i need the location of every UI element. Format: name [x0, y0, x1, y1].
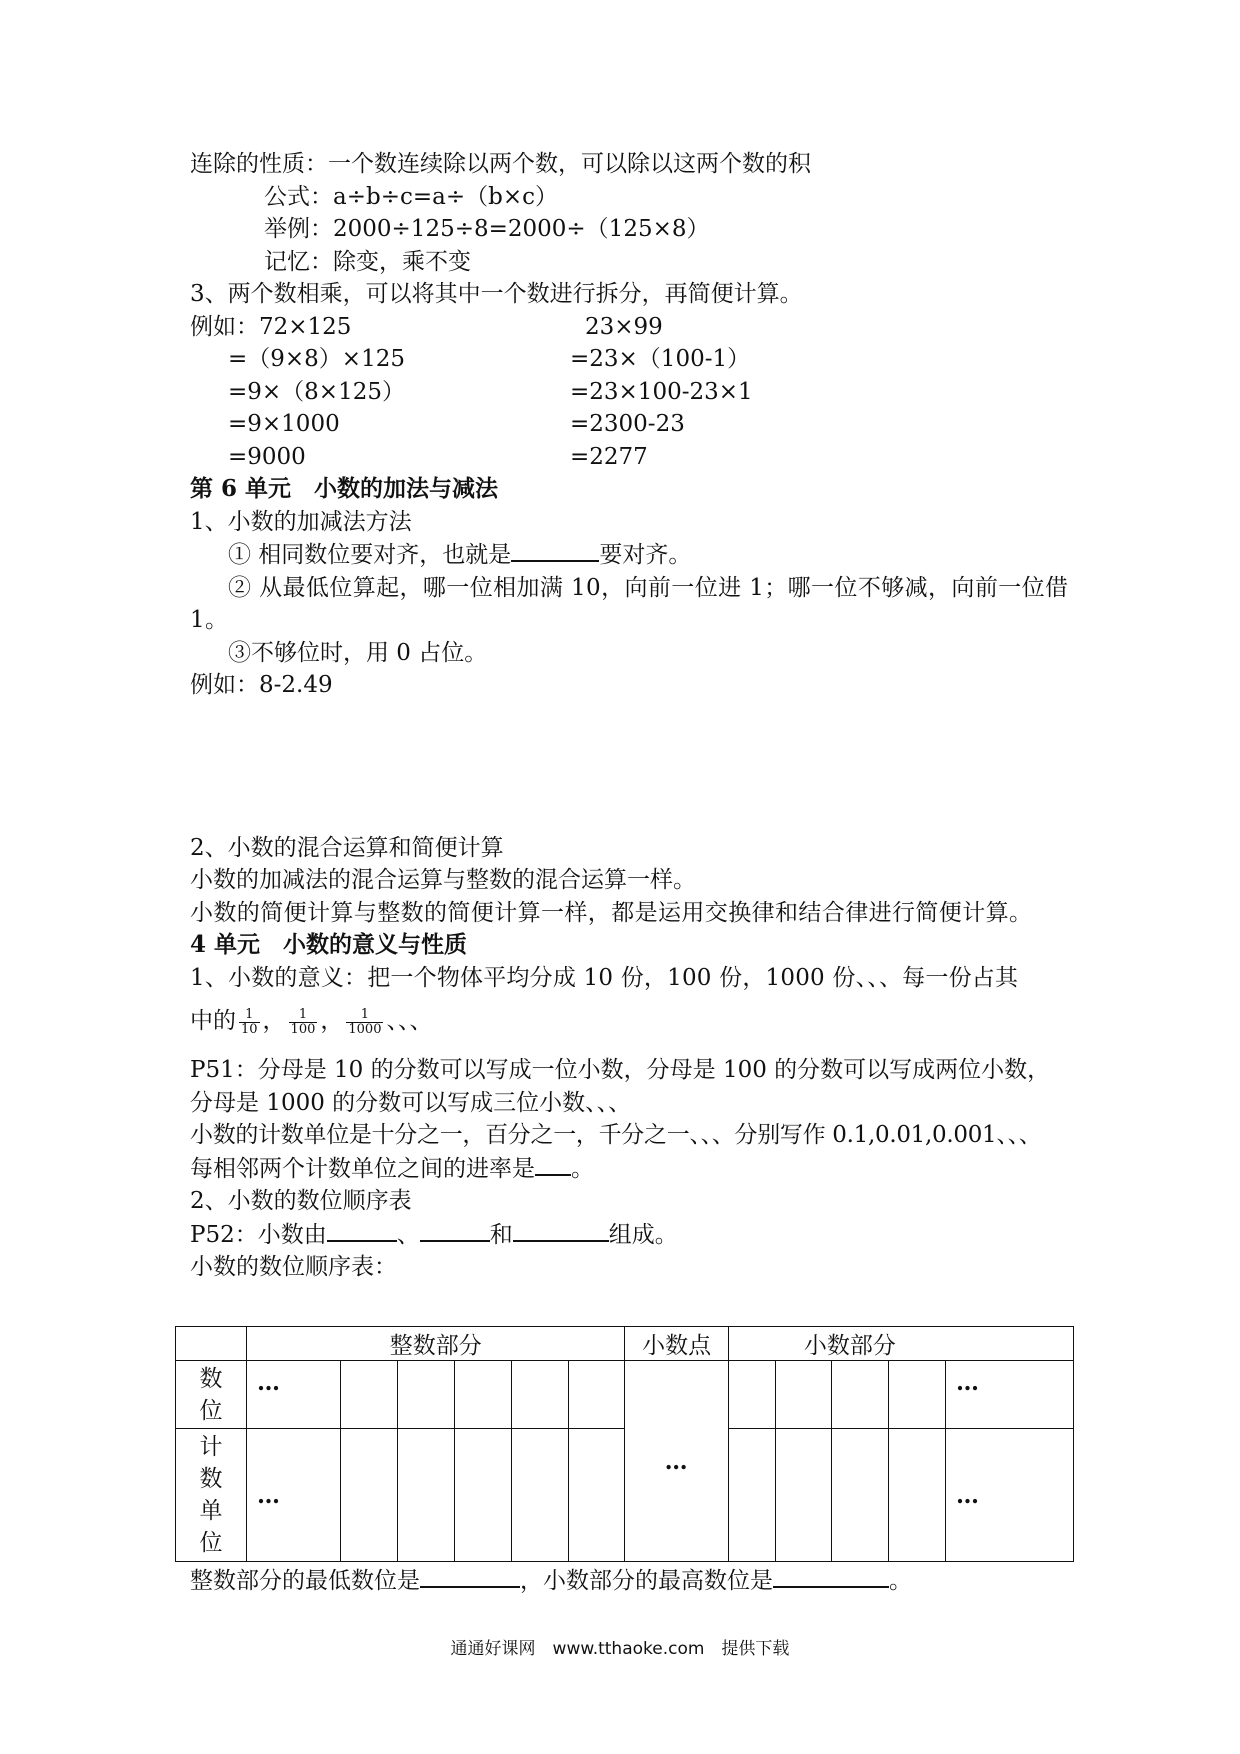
- table-cell[interactable]: [341, 1361, 398, 1429]
- table-cell-dots: …: [247, 1429, 341, 1562]
- example-line: 举例：2000÷125÷8=2000÷（125×8）: [264, 216, 710, 242]
- place-table-title: 小数的数位顺序表：: [190, 1254, 397, 1280]
- lowest-place-blank[interactable]: [420, 1564, 520, 1588]
- p52-line: P52：小数由 、 和 组成。: [190, 1218, 1070, 1252]
- unit-4-heading: 4 单元 小数的意义与性质: [190, 931, 468, 958]
- work-space: [190, 702, 1070, 832]
- rule-2-line: ② 从最低位算起，哪一位相加满 10，向前一位进 1；哪一位不够减，向前一位借 1。: [190, 574, 1069, 633]
- decimal-part-header: 小数部分: [728, 1327, 1073, 1361]
- memory-line: 记忆：除变，乘不变: [264, 248, 471, 275]
- example-left-3: =9×1000: [228, 411, 340, 437]
- example-left-4: =9000: [228, 443, 306, 470]
- table-cell-dots: …: [946, 1361, 1074, 1429]
- p52-blank-1[interactable]: [327, 1218, 397, 1242]
- document-body: [190, 148, 1070, 1284]
- table-cell[interactable]: [341, 1429, 398, 1562]
- unit-6-section-1: 1、小数的加减法方法: [190, 508, 412, 535]
- unit-4-section-2: 2、小数的数位顺序表: [190, 1188, 412, 1214]
- rate-line: 每相邻两个计数单位之间的进率是 。: [190, 1152, 1070, 1186]
- unit-6-heading: 第 6 单元 小数的加法与减法: [190, 475, 499, 502]
- table-cell-dots: …: [247, 1361, 341, 1429]
- formula-line: 公式：a÷b÷c=a÷（b×c）: [264, 183, 558, 210]
- p52-blank-3[interactable]: [513, 1218, 609, 1242]
- table-cell[interactable]: [455, 1429, 512, 1562]
- subtraction-example: 例如：8-2.49: [190, 672, 333, 698]
- fraction-line: 中的 $\frac{1}{10}$ ， $\frac{1}{100}$ ， $\frac{1}{1000}$ 、、、: [190, 1006, 433, 1037]
- table-cell[interactable]: [775, 1361, 832, 1429]
- table-cell[interactable]: [398, 1361, 455, 1429]
- example-right-4: =2277: [570, 443, 648, 470]
- rule-1-line: ① 相同数位要对齐，也就是 要对齐。: [190, 538, 1070, 572]
- final-question-line: 整数部分的最低数位是 ，小数部分的最高数位是 。: [190, 1562, 912, 1595]
- answer-blank[interactable]: [511, 538, 599, 562]
- table-cell[interactable]: [398, 1429, 455, 1562]
- table-cell[interactable]: [889, 1429, 946, 1562]
- decimal-point-dots: …: [625, 1361, 728, 1562]
- rule-3-line: ③不够位时，用 0 占位。: [228, 639, 488, 666]
- table-cell[interactable]: [511, 1361, 568, 1429]
- p52-blank-2[interactable]: [420, 1218, 490, 1242]
- fraction-thousandth: $\frac{1}{1000}$: [348, 1006, 382, 1037]
- table-cell[interactable]: [568, 1429, 625, 1562]
- table-cell[interactable]: [455, 1361, 512, 1429]
- row-label-unit: 计 数 单 位: [176, 1429, 247, 1562]
- table-corner: [176, 1327, 247, 1361]
- rate-blank[interactable]: [535, 1152, 571, 1176]
- table-cell[interactable]: [511, 1429, 568, 1562]
- fraction-hundredth: $\frac{1}{100}$: [290, 1006, 316, 1037]
- decimal-meaning-line: 1、小数的意义：把一个物体平均分成 10 份，100 份，1000 份、、、每一份占其: [190, 964, 1019, 991]
- table-cell[interactable]: [832, 1361, 889, 1429]
- rule-3-line: 3、两个数相乘，可以将其中一个数进行拆分，再简便计算。: [190, 281, 803, 307]
- integer-part-header: 整数部分: [247, 1327, 625, 1361]
- table-cell[interactable]: [832, 1429, 889, 1562]
- simplify-line: 小数的简便计算与整数的简便计算一样，都是运用交换律和结合律进行简便计算。: [190, 899, 1033, 926]
- mixed-ops-line: 小数的加减法的混合运算与整数的混合运算一样。: [190, 867, 696, 893]
- decimal-point-header: 小数点: [625, 1327, 728, 1361]
- row-label-place: 数 位: [176, 1361, 247, 1429]
- example-left-1: =（9×8）×125: [228, 346, 405, 372]
- property-line: 连除的性质：一个数连续除以两个数，可以除以这两个数的积: [190, 151, 811, 177]
- page-footer: 通通好课网 www.tthaoke.com 提供下载: [450, 1639, 790, 1659]
- counting-units-line: 小数的计数单位是十分之一，百分之一，千分之一、、、分别写作 0.1,0.01,0.001、、、: [190, 1122, 1042, 1148]
- fraction-tenth: $\frac{1}{10}$: [241, 1006, 258, 1037]
- p51-line: P51：分母是 10 的分数可以写成一位小数，分母是 100 的分数可以写成两位小数，分母是 1000 的分数可以写成三位小数、、、: [190, 1057, 1051, 1116]
- table-cell[interactable]: [728, 1429, 775, 1562]
- table-cell[interactable]: [889, 1361, 946, 1429]
- example-right-0: 23×99: [585, 313, 663, 340]
- example-right-3: =2300-23: [570, 411, 685, 437]
- example-right-1: =23×（100-1）: [570, 346, 751, 372]
- table-cell[interactable]: [568, 1361, 625, 1429]
- highest-place-blank[interactable]: [773, 1564, 889, 1588]
- example-right-2: =23×100-23×1: [570, 378, 753, 405]
- worked-example: [190, 311, 1070, 474]
- table-cell[interactable]: [775, 1429, 832, 1562]
- example-left-2: =9×（8×125）: [228, 378, 405, 405]
- unit-6-section-2: 2、小数的混合运算和简便计算: [190, 834, 504, 861]
- example-left-0: 例如：72×125: [190, 313, 352, 340]
- place-value-table: [175, 1326, 1074, 1562]
- table-cell[interactable]: [728, 1361, 775, 1429]
- table-cell-dots: …: [946, 1429, 1074, 1562]
